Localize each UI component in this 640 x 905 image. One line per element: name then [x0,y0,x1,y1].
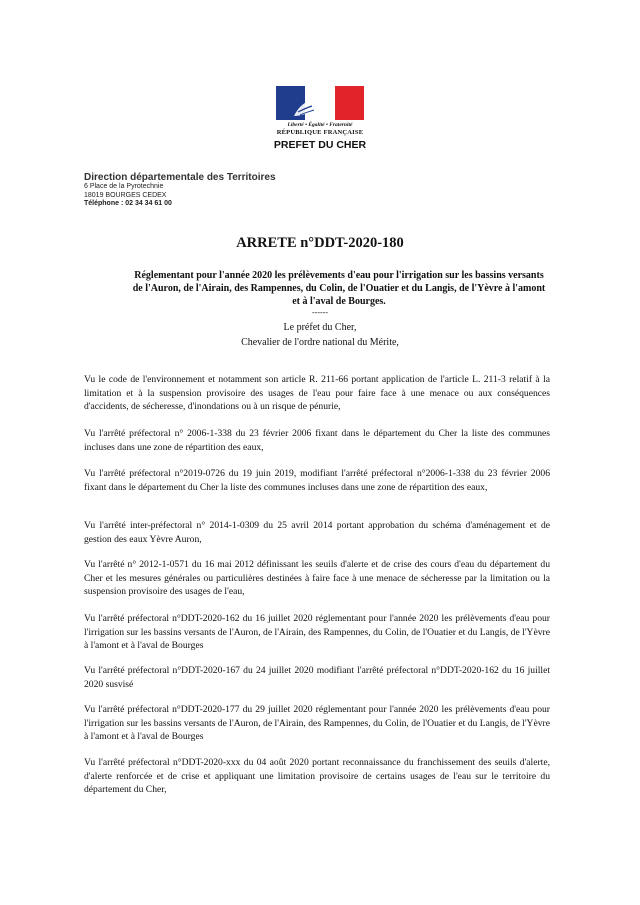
motto: Liberté • Égalité • Fraternité [287,122,353,128]
prefet-line-1: Le préfet du Cher, [283,322,357,333]
republique-logo [268,86,372,151]
vu-paragraph: Vu l'arrêté préfectoral n°2019-0726 du 19 juin 2019, modifiant l'arrêté préfectoral n°2006-1-338 du 23 février 2006 fixant dans le département du Cher la liste des communes incluses dans une zone de répartition des eaux, [84,468,550,493]
prefet-line-2: Chevalier de l'ordre national du Mérite, [241,337,399,348]
separator-dashes: ------ [312,308,328,317]
sender-block [84,172,276,209]
vu-paragraph: Vu l'arrêté préfectoral n°DDT-2020-xxx du 04 août 2020 portant reconnaissance du franchissement des seuils d'alerte, d'alerte renforcée et de crise et appliquant une limitation provisoire de certains usages de l'eau sur le territoire du département du Cher, [84,757,550,795]
sender-address-2: 18019 BOURGES CEDEX [84,191,167,199]
sender-phone: Téléphone : 02 34 34 61 00 [84,200,172,207]
sender-name: Direction départementale des Territoires [84,172,276,183]
vu-paragraph: Vu l'arrêté n° 2012-1-0571 du 16 mai 2012 définissant les seuils d'alerte et de crise des cours d'eau du département du Cher et les mesures générales ou particulières destinées à faire face à une menace de sécheresse par la limitation ou la suspension provisoire des usages de l'eau, [84,559,550,597]
vu-paragraph: Vu l'arrêté préfectoral n° 2006-1-338 du 23 février 2006 fixant dans le département du Cher la liste des communes incluses dans une zone de répartition des eaux, [84,428,550,453]
marianne-flag-icon [276,86,364,120]
prefet-label: PREFET DU CHER [273,139,367,151]
vu-paragraph: Vu l'arrêté préfectoral n°DDT-2020-167 du 24 juillet 2020 modifiant l'arrêté préfectoral n°DDT-2020-162 du 16 juillet 2020 susvisé [84,665,550,690]
sender-address-1: 6 Place de la Pyrotechnie [84,183,164,190]
arrete-title: ARRETE n°DDT-2020-180 [236,235,404,251]
vu-paragraph: Vu le code de l'environnement et notamment son article R. 211-66 portant application de l'article L. 211-3 relatif à la limitation et à la suspension provisoire des usages de l'eau pour faire face à une menace ou aux conséquences d'accidents, de sécheresse, d'inondations ou à un risque de pénurie, [84,374,550,412]
vu-paragraph: Vu l'arrêté préfectoral n°DDT-2020-162 du 16 juillet 2020 réglementant pour l'année 2020 les prélèvements d'eau pour l'irrigation sur les bassins versants de l'Auron, de l'Airain, des Rampennes, du Colin, de l'Ouatier et du Langis, de l'Yèvre à l'amont et à l'aval de Bourges [84,613,550,651]
vu-paragraph: Vu l'arrêté préfectoral n°DDT-2020-177 du 29 juillet 2020 réglementant pour l'année 2020 les prélèvements d'eau pour l'irrigation sur les bassins versants de l'Auron, de l'Airain, des Rampennes, du Colin, de l'Ouatier et du Langis, de l'Yèvre à l'amont et à l'aval de Bourges [84,704,550,742]
vu-paragraph: Vu l'arrêté inter-préfectoral n° 2014-1-0309 du 25 avril 2014 portant approbation du schéma d'aménagement et de gestion des eaux Yèvre Auron, [84,520,550,545]
republic-label: RÉPUBLIQUE FRANÇAISE [276,129,364,136]
arrete-subtitle: Réglementant pour l'année 2020 les prélèvements d'eau pour l'irrigation sur les bassins versants de l'Auron, de l'Airain, des Rampennes, du Colin, de l'Ouatier et du Langis, de l'Yèvre à l'amont et à l'aval de Bourges. [132,270,546,307]
